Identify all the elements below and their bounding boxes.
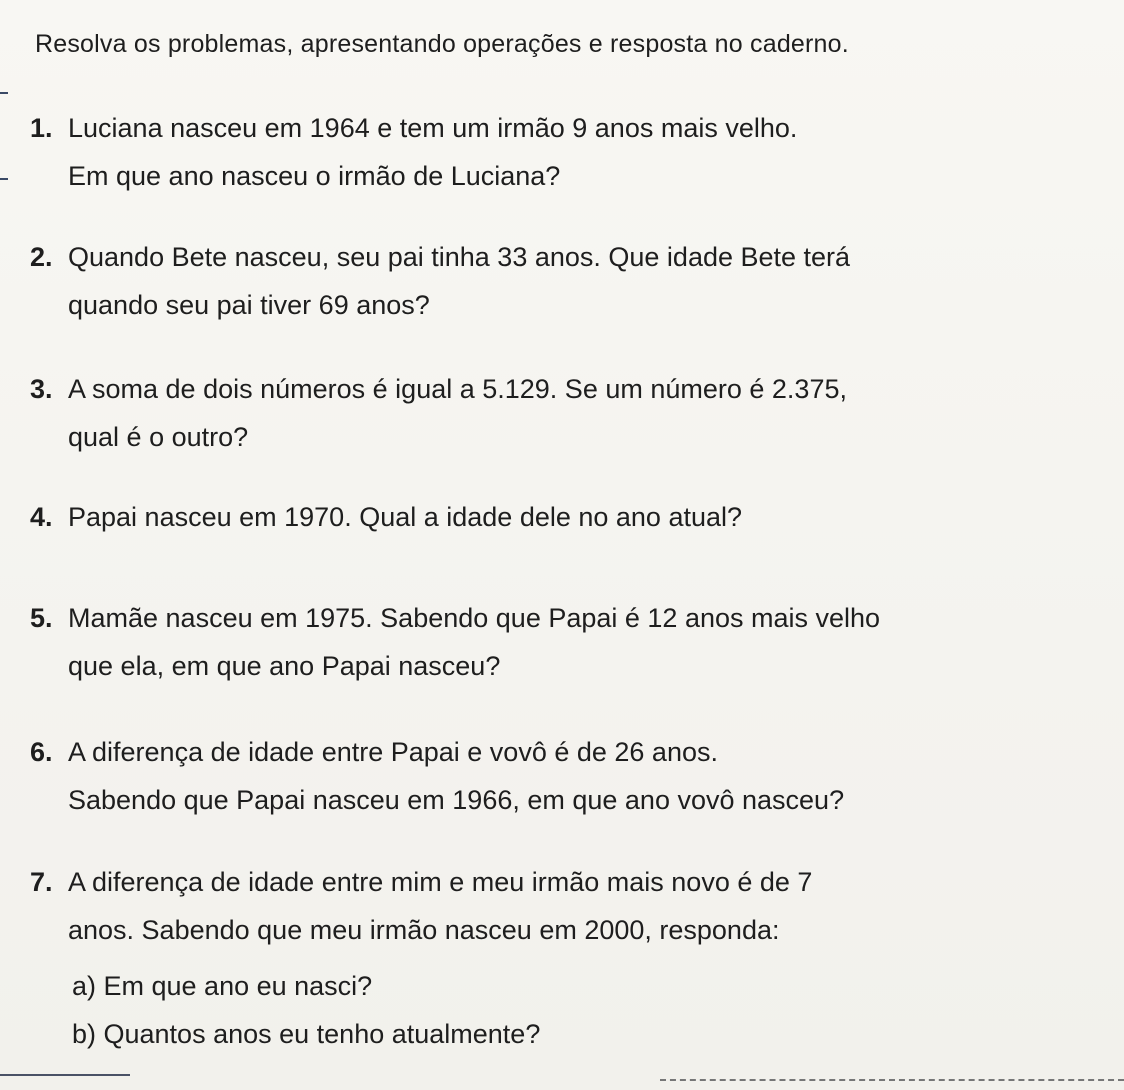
problem-3 [30,365,1110,461]
problem-text: quando seu pai tiver 69 anos? [68,290,430,320]
problem-text: Quando Bete nasceu, seu pai tinha 33 anos. Que idade Bete terá [68,242,851,272]
edge-mark [0,178,8,180]
subitem-a: a) Em que ano eu nasci? [72,971,373,1001]
problem-6 [30,728,1110,824]
problem-text: Em que ano nasceu o irmão de Luciana? [68,161,561,191]
problem-number: 2. [30,242,53,272]
problem-7 [30,858,1110,1058]
problem-text: qual é o outro? [68,422,249,452]
problem-2 [30,233,1110,329]
problem-1 [30,104,1110,200]
problem-4 [30,493,1110,541]
problem-number: 4. [30,502,53,532]
problem-text: A diferença de idade entre Papai e vovô é de 26 anos. [68,737,718,767]
problem-number: 6. [30,737,53,767]
problem-number: 7. [30,867,53,897]
problem-number: 1. [30,113,53,143]
problem-text: anos. Sabendo que meu irmão nasceu em 2000, responda: [68,915,780,945]
subitem-b: b) Quantos anos eu tenho atualmente? [72,1019,541,1049]
problem-text: Sabendo que Papai nasceu em 1966, em que ano vovô nasceu? [68,785,845,815]
bottom-dashed-line [660,1079,1124,1081]
problem-number: 3. [30,374,53,404]
problem-text: Papai nasceu em 1970. Qual a idade dele no ano atual? [68,502,743,532]
problem-5 [30,594,1110,690]
edge-mark [0,92,8,94]
problem-text: Mamãe nasceu em 1975. Sabendo que Papai é 12 anos mais velho [68,603,881,633]
problem-text: que ela, em que ano Papai nasceu? [68,651,501,681]
problem-text: A diferença de idade entre mim e meu irmão mais novo é de 7 [68,867,813,897]
problem-text: A soma de dois números é igual a 5.129. Se um número é 2.375, [68,374,847,404]
instruction-text: Resolva os problemas, apresentando operações e resposta no caderno. [35,30,849,58]
problem-text: Luciana nasceu em 1964 e tem um irmão 9 anos mais velho. [68,113,798,143]
problem-number: 5. [30,603,53,633]
bottom-rule [0,1074,130,1076]
